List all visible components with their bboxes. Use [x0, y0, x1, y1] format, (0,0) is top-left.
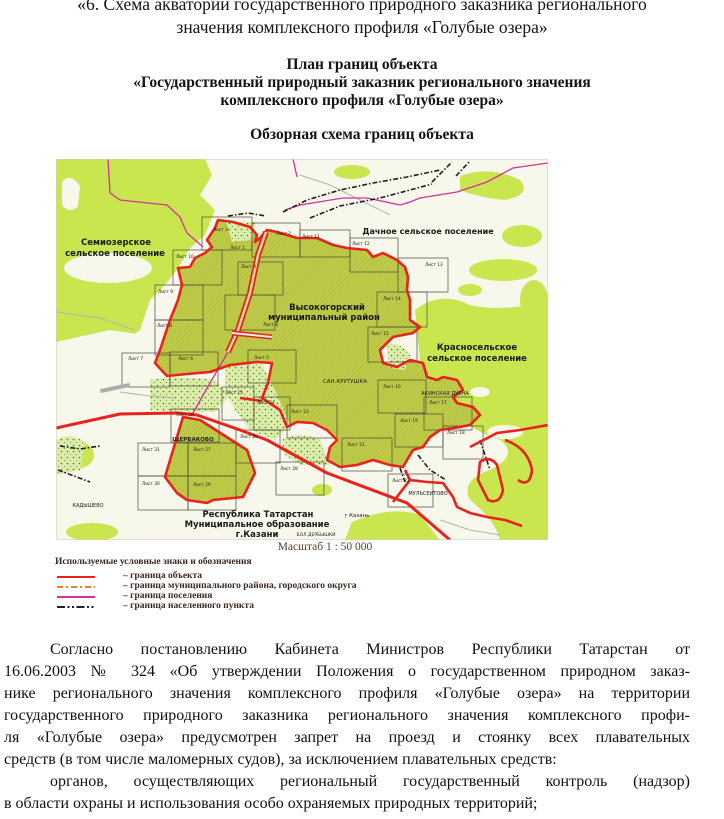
- sheet-label: Лист 24: [257, 401, 275, 406]
- plan-title: План границ объекта: [286, 56, 438, 73]
- sheet-label: Лист 27: [193, 448, 211, 453]
- label-mulseitovo: МУЛЬСЕИТОВО: [408, 491, 448, 497]
- sheet-label: Лист 21: [347, 443, 365, 448]
- sheet-label: Лист 1: [230, 246, 245, 251]
- sheet-label: Лист 11: [302, 235, 320, 240]
- label-san-krutushka: САН.КРУТУШКА: [322, 379, 368, 385]
- body-paragraphs: [4, 639, 690, 815]
- label-krasnoselskoe-2: сельское поселение: [427, 354, 527, 364]
- sheet-label: Лист 22: [392, 479, 410, 484]
- sheet-label: Лист 18: [447, 431, 465, 436]
- sheet-label: Лист 12: [352, 242, 370, 247]
- label-vysokogorsky-2: муниципальный район: [268, 313, 380, 323]
- legend-line-dash-dot-dot-black: [57, 603, 97, 611]
- legend-label: – граница поселения: [123, 591, 213, 601]
- sheet-label: Лист 30: [142, 482, 160, 487]
- label-tatarstan-2: Муниципальное образование: [184, 520, 330, 530]
- sheet-label: Лист 15: [371, 332, 389, 337]
- sheet-label: Лист 8: [157, 324, 172, 329]
- legend-line-solid-red: [57, 573, 97, 581]
- label-krasnoselskoe-1: Красносельское: [436, 343, 518, 353]
- label-tatarstan-1: Республика Татарстан: [202, 510, 314, 520]
- label-tatarstan-3: г.Казани: [235, 530, 279, 540]
- sheet-label: Лист 20: [176, 413, 194, 418]
- sheet-label: Лист 13: [425, 263, 443, 268]
- legend-item-district-boundary: [55, 583, 455, 593]
- legend-label: – граница населенного пункта: [123, 601, 254, 611]
- object-name-line-2: комплексного профиля «Голубые озера»: [220, 92, 504, 109]
- body-line: ля «Голубые озера» предусмотрен запрет на проезд и стоянку всех плавательных: [4, 729, 690, 746]
- label-derbyshki: БОЛ.ДЕРБЫШКИ: [296, 533, 336, 538]
- sheet-label: Лист 23: [291, 410, 309, 415]
- sheet-label: Лист 31: [142, 448, 160, 453]
- body-line: 16.06.2003 № 324 «Об утверждении Положения о государственном природном заказ-: [4, 663, 690, 680]
- sheet-label: Лист 25: [225, 391, 243, 396]
- sheet-label: Лист 10: [176, 255, 194, 260]
- sheet-label: Лист 3: [213, 228, 228, 233]
- legend-item-locality-boundary: [55, 603, 455, 613]
- sheet-label: Лист 29: [193, 483, 211, 488]
- map-graphic: [56, 159, 548, 540]
- sheet-label: Лист 28: [280, 467, 298, 472]
- legend-line-dash-dot-orange: [57, 583, 97, 591]
- object-name-line-1: «Государственный природный заказник регионального значения: [133, 74, 591, 91]
- legend-title: Используемые условные знаки и обозначения: [55, 557, 252, 567]
- sheet-label: Лист 26: [240, 435, 258, 440]
- body-line: в области охраны и использования особо охраняемых природных территорий;: [4, 795, 538, 812]
- body-line: государственного природного заказника регионального значения комплексного профи-: [4, 707, 690, 724]
- body-line: средств (в том числе маломерных судов), за исключением плавательных средств:: [4, 751, 557, 768]
- section-heading-line-2: значения комплексного профиля «Голубые озера»: [176, 17, 548, 37]
- label-vysokogorsky-1: Высокогорский: [289, 303, 365, 313]
- sheet-label: Лист 7: [128, 357, 143, 362]
- scheme-title: Обзорная схема границ объекта: [250, 126, 474, 143]
- legend-label: – граница муниципального района, городского округа: [123, 581, 357, 591]
- sheet-label: Лист 2: [276, 232, 291, 237]
- map-scale: Масштаб 1 : 50 000: [277, 541, 373, 553]
- legend-label: – граница объекта: [123, 571, 203, 581]
- overview-map: [56, 159, 548, 540]
- legend-line-solid-magenta: [57, 593, 97, 601]
- section-heading-line-1: «6. Схема акватории государственного природного заказника регионального: [77, 0, 647, 14]
- sheet-label: Лист 16: [383, 385, 401, 390]
- body-line: нике регионального значения комплексного профиля «Голубые озера» на территории: [4, 685, 690, 702]
- sheet-label: Лист 4: [241, 265, 256, 270]
- sheet-label: Лист 6: [178, 357, 193, 362]
- label-akinskaya: АКИНСКАЯ ДУБНА: [421, 391, 469, 397]
- label-semiozerskoe-1: Семиозерское: [81, 238, 151, 248]
- body-line: органов, осуществляющих региональный государственный контроль (надзор): [50, 773, 690, 790]
- sheet-label: Лист 19: [400, 419, 418, 424]
- label-kazan: г Казань: [344, 513, 370, 519]
- body-line: Согласно постановлению Кабинета Министров Республики Татарстан от: [50, 641, 690, 658]
- sheet-label: Лист 9: [158, 290, 173, 295]
- sheet-label: Лист 14: [383, 297, 401, 302]
- sheet-label: Лист 17: [429, 401, 447, 406]
- label-scherbakovo: ЩЕРБАКОВО: [172, 437, 214, 443]
- legend-item-settlement-boundary: [55, 593, 455, 603]
- label-kadyshevo: КАДЫШЕВО: [72, 503, 104, 509]
- sheet-label: Лист 6: [263, 323, 278, 328]
- label-semiozerskoe-2: сельское поселение: [65, 249, 165, 259]
- label-dachnoe: Дачное сельское поселение: [362, 227, 494, 236]
- sheet-label: Лист 5: [254, 356, 269, 361]
